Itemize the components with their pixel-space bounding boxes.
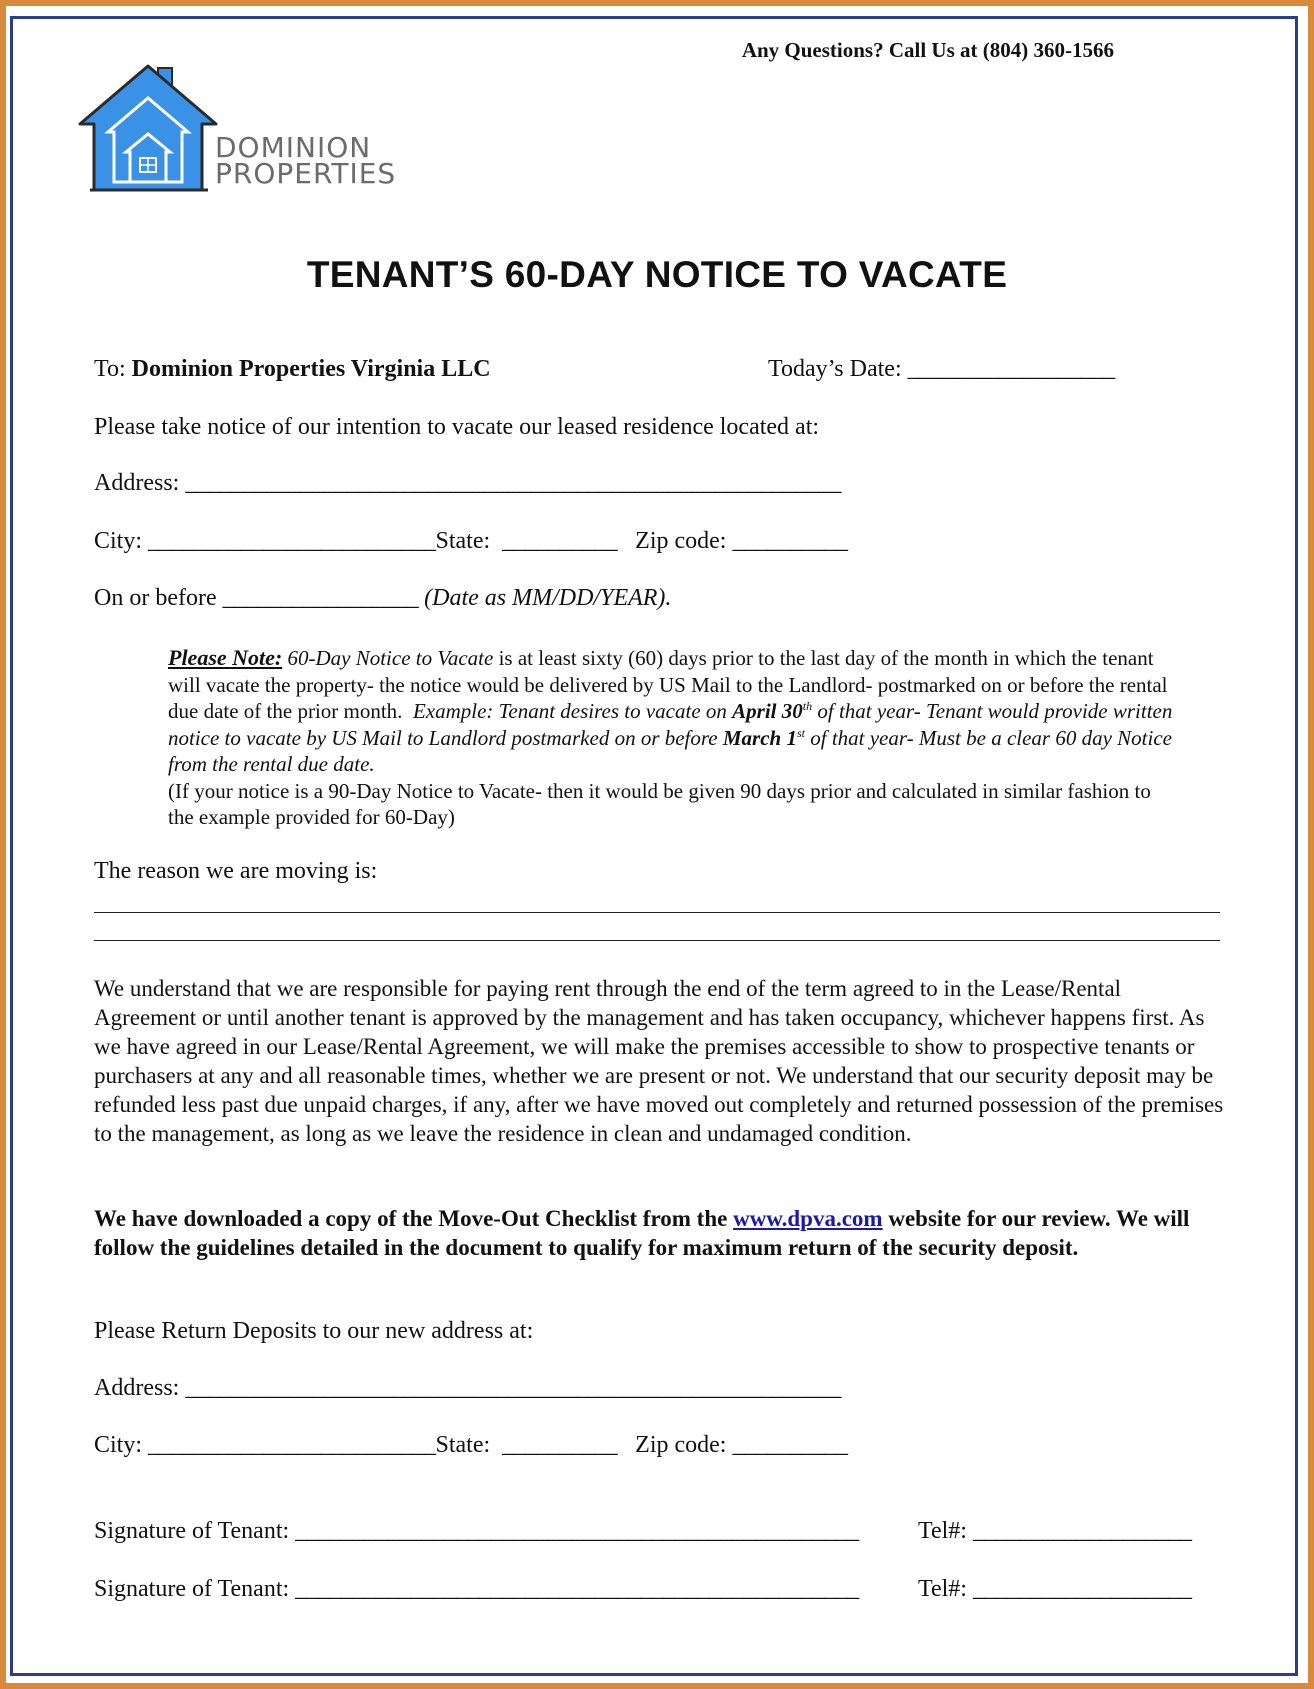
note-term: 60-Day Notice to Vacate [287,646,494,670]
intro-text: Please take notice of our intention to vacate our leased residence located at: [94,414,820,440]
responsibility-paragraph [94,974,1224,1148]
to-recipient: Dominion Properties Virginia LLC [131,356,491,382]
contact-line: Any Questions? Call Us at (804) 360-1566 [741,38,1114,62]
logo-wordmark [215,131,397,190]
to-label: To: [94,356,126,382]
date-format-hint: (Date as MM/DD/YEAR). [424,585,672,611]
note-example-lead: Example: Tenant desires to vacate on [412,699,727,723]
todays-date-blank[interactable]: __________________ [907,356,1115,382]
current-state-blank[interactable]: __________ [502,528,618,554]
tel-field-2[interactable] [918,1576,1191,1603]
current-state-label: State: [435,528,491,554]
on-or-before-line[interactable] [94,585,671,612]
note-example-date1-sup: th [802,699,813,713]
logo-line-dominion: DOMINION [215,131,372,164]
current-city-label: City: [94,528,143,554]
reason-blank-line-1[interactable] [94,912,1220,913]
new-zip-blank[interactable]: __________ [732,1432,848,1458]
note-example-date2: March 1 [722,725,797,750]
tel-blank[interactable]: ___________________ [972,1576,1192,1602]
new-zip-label: Zip code: [635,1432,727,1458]
to-line [94,356,491,383]
new-city-label: City: [94,1432,143,1458]
current-city-blank[interactable]: _________________________ [148,528,436,554]
note-text: is at least sixty (60) days prior to the last day of the month in which the tenant will vacate the property- the notice would be delivered by US Mail to the Landlord- postmarked on or before the rental due date of the prior month. [168,646,1168,723]
document-title: TENANT’S 60-DAY NOTICE TO VACATE [306,254,1008,295]
current-address-blank[interactable]: _________________________________________________________ [185,470,841,496]
note-example-date1: April 30 [732,699,803,723]
on-or-before-label: On or before [94,585,217,611]
signature-blank[interactable]: _________________________________________________ [295,1518,859,1544]
signature-label: Signature of Tenant: [94,1518,290,1544]
checklist-after: website for our review. We will follow the guidelines detailed in the document to qualify for maximum return of the security deposit. [94,1206,1190,1260]
please-note-block [168,645,1178,831]
new-address-line[interactable] [94,1375,841,1402]
signature-line-2[interactable] [94,1576,859,1603]
on-or-before-blank[interactable]: _________________ [222,585,419,611]
current-zip-blank[interactable]: __________ [732,528,848,554]
current-city-state-zip-line [94,528,847,555]
new-city-blank[interactable]: _________________________ [148,1432,436,1458]
current-address-label: Address: [94,470,180,496]
logo-line-properties: PROPERTIES [215,157,397,190]
tel-label: Tel#: [918,1518,967,1544]
todays-date-field[interactable] [768,356,1115,383]
new-state-label: State: [435,1432,491,1458]
dpva-website-link[interactable]: www.dpva.com [733,1206,883,1231]
note-ninety-day: (If your notice is a 90-Day Notice to Vacate- then it would be given 90 days prior and calculated in similar fashion to the example provided for 60-Day) [168,778,1151,829]
new-state-blank[interactable]: __________ [502,1432,618,1458]
signature-label: Signature of Tenant: [94,1576,290,1602]
note-heading: Please Note: [168,645,283,670]
new-address-blank[interactable]: _________________________________________________________ [185,1375,841,1401]
note-example-date2-sup: st [796,725,805,740]
note-example-end: of that year- Must be a clear 60 day Notice from the rental due date. [168,725,1172,776]
signature-line-1[interactable] [94,1518,859,1545]
tel-field-1[interactable] [918,1518,1191,1545]
current-address-line[interactable] [94,470,841,497]
reason-blank-line-2[interactable] [94,940,1220,941]
new-city-state-zip-line [94,1432,847,1459]
new-address-label: Address: [94,1375,180,1401]
dominion-properties-logo [78,62,418,196]
reason-label: The reason we are moving is: [94,858,378,884]
tel-blank[interactable]: ___________________ [972,1518,1192,1544]
signature-blank[interactable]: _________________________________________________ [295,1576,859,1602]
note-example-mid: of that year- Tenant would provide written notice to vacate by US Mail to Landlord postmarked on or before [168,699,1173,750]
tel-label: Tel#: [918,1576,967,1602]
responsibility-text: We understand that we are responsible for paying rent through the end of the term agreed to in the Lease/Rental Agreement or until another tenant is approved by the management and has taken occupancy, whichever happens first. As we have agreed in our Lease/Rental Agreement, we will make the premises accessible to show to prospective tenants or purchasers at any and all reasonable times, whether we are present or not. We understand that our security deposit may be refunded less past due unpaid charges, if any, after we have moved out completely and returned possession of the premises to the management, as long as we leave the residence in clean and undamaged condition. [94,976,1224,1146]
return-deposits-text: Please Return Deposits to our new address at: [94,1318,534,1344]
checklist-paragraph [94,1204,1224,1262]
checklist-before: We have downloaded a copy of the Move-Out Checklist from the [94,1206,728,1231]
todays-date-label: Today’s Date: [768,356,902,382]
current-zip-label: Zip code: [635,528,727,554]
